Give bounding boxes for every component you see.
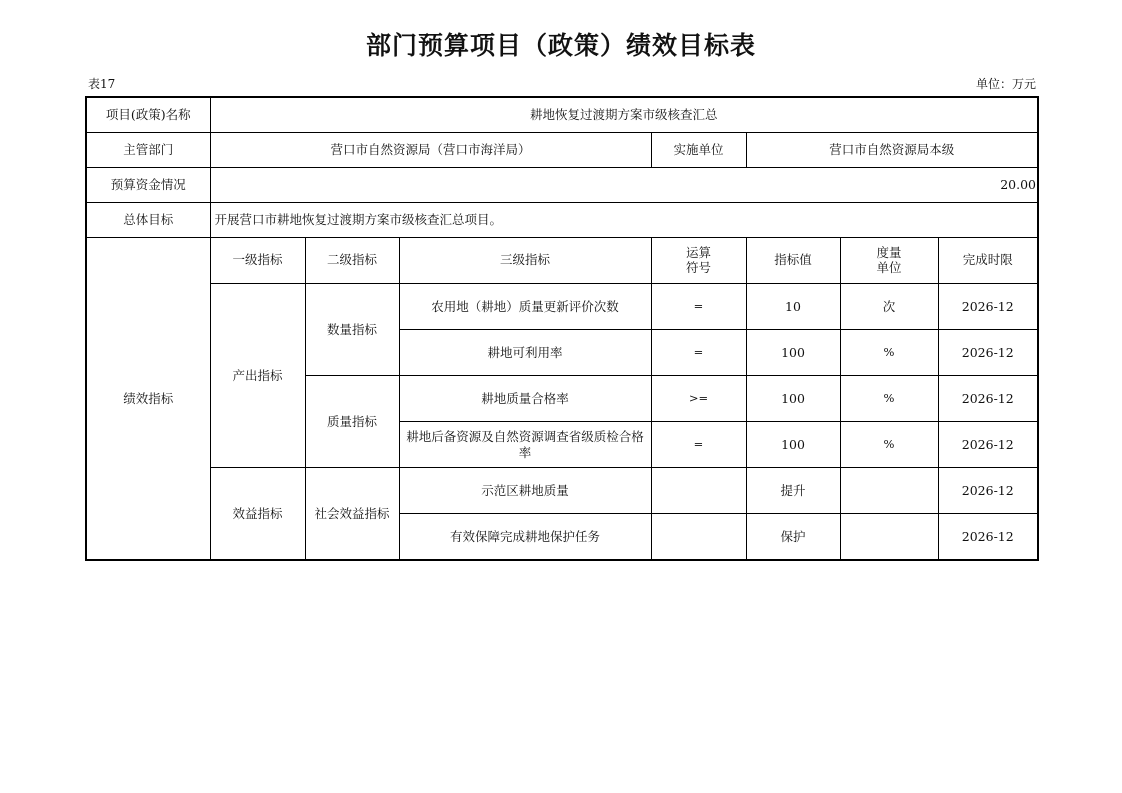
budget-value: 20.00 (210, 167, 1038, 202)
indicator-name: 有效保障完成耕地保护任务 (399, 514, 651, 560)
indicator-value: 100 (746, 376, 840, 422)
indicator-deadline: 2026-12 (938, 468, 1038, 514)
indicator-value: 10 (746, 283, 840, 329)
indicator-name: 耕地质量合格率 (399, 376, 651, 422)
department-label: 主管部门 (86, 132, 210, 167)
indicator-value: 提升 (746, 468, 840, 514)
implementer-value: 营口市自然资源局本级 (746, 132, 1038, 167)
indicator-operator (651, 514, 746, 560)
header-level1: 一级指标 (210, 237, 305, 283)
group-output: 产出指标 (210, 283, 305, 467)
indicator-operator: = (651, 283, 746, 329)
indicator-deadline: 2026-12 (938, 422, 1038, 468)
header-value: 指标值 (746, 237, 840, 283)
goal-label: 总体目标 (86, 202, 210, 237)
implementer-label: 实施单位 (651, 132, 746, 167)
budget-label: 预算资金情况 (86, 167, 210, 202)
indicator-deadline: 2026-12 (938, 329, 1038, 375)
performance-table (85, 96, 1039, 561)
indicator-name: 农用地（耕地）质量更新评价次数 (399, 283, 651, 329)
group-benefit: 效益指标 (210, 468, 305, 560)
header-level3: 三级指标 (399, 237, 651, 283)
indicator-deadline: 2026-12 (938, 376, 1038, 422)
unit-label: 单位：万元 (975, 77, 1036, 91)
header-unit (840, 237, 938, 283)
indicator-value: 100 (746, 329, 840, 375)
indicator-unit: % (840, 376, 938, 422)
group-quality: 质量指标 (305, 376, 399, 468)
indicator-name: 耕地可利用率 (399, 329, 651, 375)
indicator-deadline: 2026-12 (938, 283, 1038, 329)
header-unit-line2: 单位 (876, 260, 902, 276)
department-row (86, 132, 1038, 167)
indicator-deadline: 2026-12 (938, 514, 1038, 560)
budget-row (86, 167, 1038, 202)
indicator-name: 耕地后备资源及自然资源调查省级质检合格率 (399, 422, 651, 468)
indicator-unit (840, 468, 938, 514)
goal-row (86, 202, 1038, 237)
page-title: 部门预算项目（政策）绩效目标表 (365, 31, 756, 60)
indicator-unit (840, 514, 938, 560)
indicator-operator: = (651, 329, 746, 375)
indicator-value: 100 (746, 422, 840, 468)
group-social: 社会效益指标 (305, 468, 399, 560)
project-name-value: 耕地恢复过渡期方案市级核查汇总 (210, 97, 1038, 132)
project-name-label: 项目(政策)名称 (86, 97, 210, 132)
department-value: 营口市自然资源局（营口市海洋局） (210, 132, 651, 167)
header-deadline: 完成时限 (938, 237, 1038, 283)
project-name-row (86, 97, 1038, 132)
indicator-unit: % (840, 422, 938, 468)
table-row (86, 468, 1038, 514)
table-number: 表17 (88, 77, 116, 91)
indicator-header-row (86, 237, 1038, 283)
performance-indicators-label: 绩效指标 (86, 237, 210, 560)
group-quantity: 数量指标 (305, 283, 399, 375)
indicator-unit: % (840, 329, 938, 375)
indicator-value: 保护 (746, 514, 840, 560)
indicator-unit: 次 (840, 283, 938, 329)
goal-value: 开展营口市耕地恢复过渡期方案市级核查汇总项目。 (210, 202, 1038, 237)
table-row (86, 283, 1038, 329)
header-operator-line1: 运算 (685, 244, 711, 260)
indicator-name: 示范区耕地质量 (399, 468, 651, 514)
header-operator-line2: 符号 (685, 260, 711, 276)
header-operator (651, 237, 746, 283)
header-unit-line1: 度量 (876, 244, 902, 260)
header-level2: 二级指标 (305, 237, 399, 283)
indicator-operator: >= (651, 376, 746, 422)
indicator-operator (651, 468, 746, 514)
indicator-operator: = (651, 422, 746, 468)
